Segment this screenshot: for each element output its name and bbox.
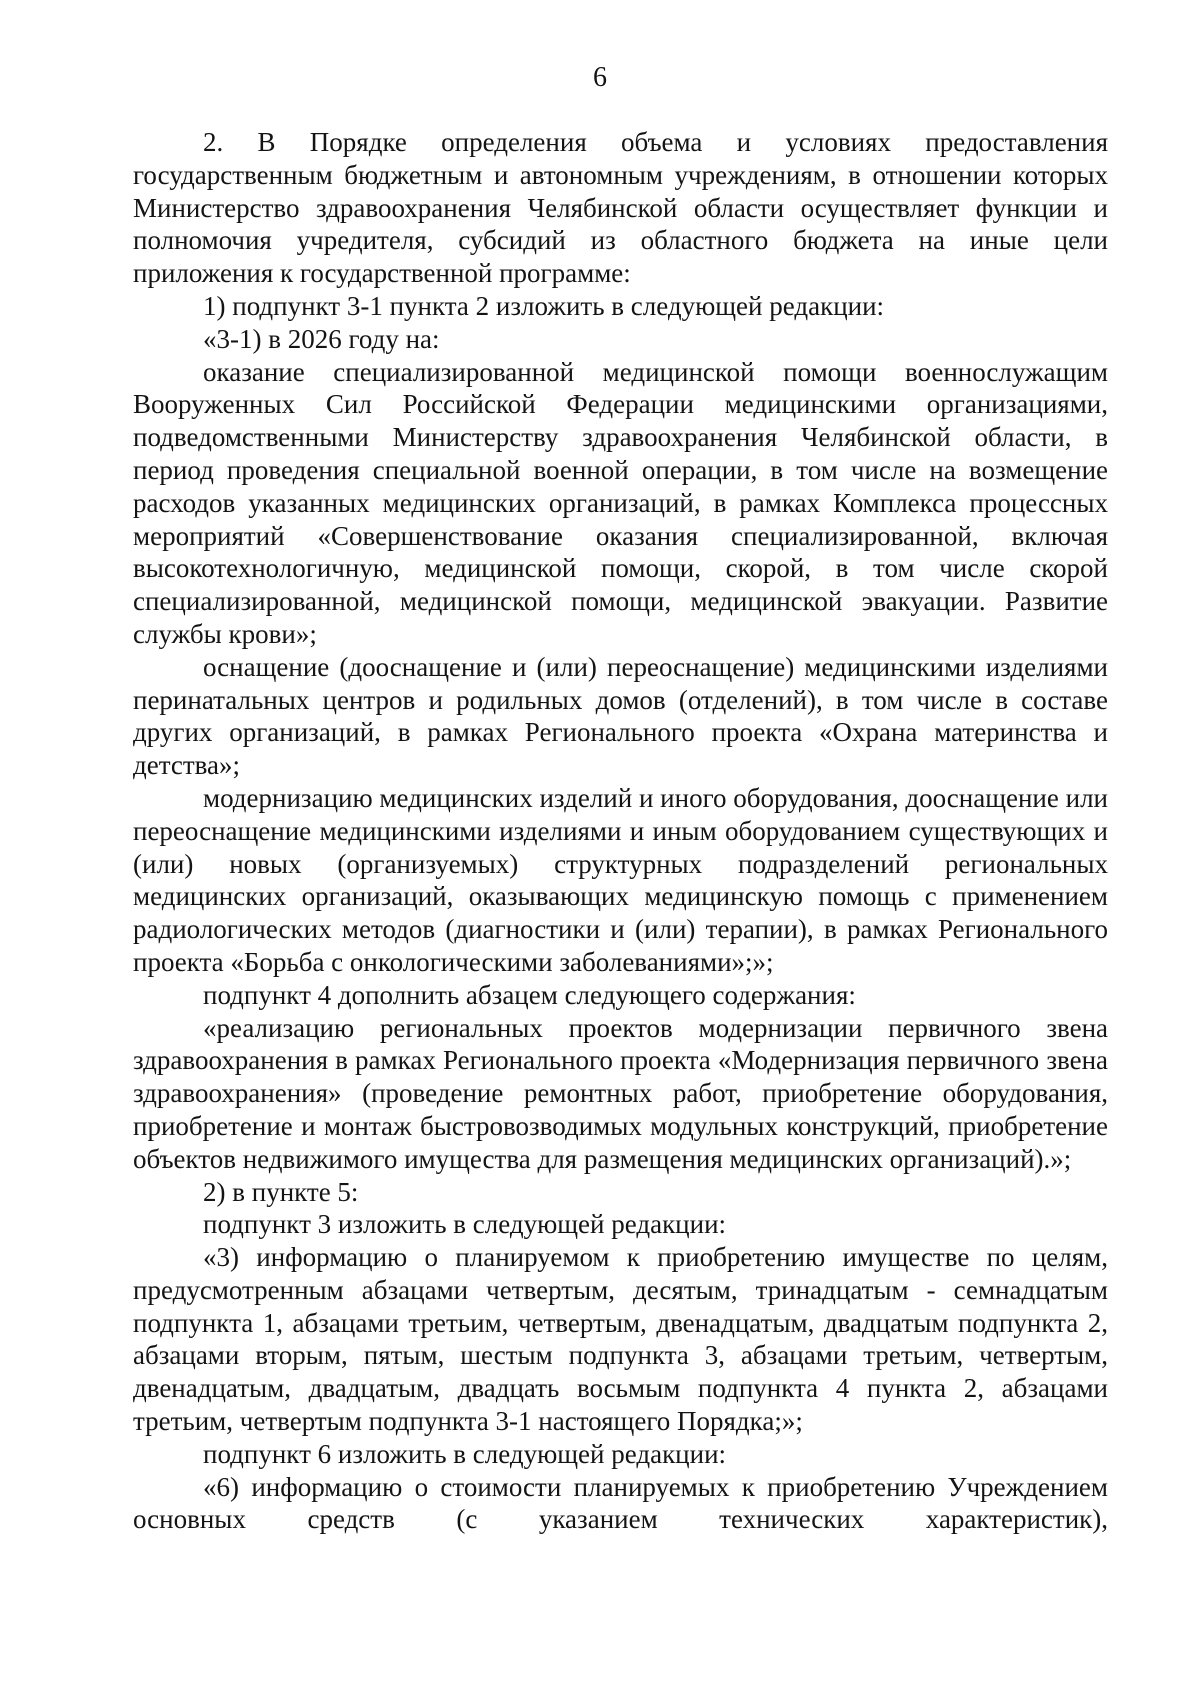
paragraph-subitem-1: 1) подпункт 3-1 пункта 2 изложить в следующей редакции: <box>203 290 885 321</box>
paragraph-perinatal-equipment: оснащение (дооснащение и (или) переоснащение) медицинскими изделиями перинатальных центров и родильных домов (отделений), в том числе в составе других организаций, в рамках Регионального проекта «Охрана материнства и детства»; <box>133 651 1108 781</box>
paragraph-property-info: «3) информацию о планируемом к приобретению имуществе по целям, предусмотренным абзацами четвертым, десятым, тринадцатым - семнадцатым подпункта 1, абзацами третьим, четвертым, двенадцатым, двадцатым подпункта 2, абзацами вторым, пятым, шестым подпункта 3, абзацами третьим, четвертым, двенадцатым, двадцатым, двадцать восьмым подпункта 4 пункта 2, абзацами третьим, четвертым подпункта 3-1 настоящего Порядка;»; <box>133 1242 1108 1437</box>
paragraph-modernization: модернизацию медицинских изделий и иного оборудования, дооснащение или переоснащение медицинскими изделиями и иным оборудованием существующих и (или) новых (организуемых) структурных подразделений региональных медицинских организаций, оказывающих медицинскую помощь с применением радиологических методов (диагностики и (или) терапии), в рамках Регионального проекта «Борьба с онкологическими заболеваниями»;»; <box>133 782 1108 977</box>
paragraph-subitem-3-edit: подпункт 3 изложить в следующей редакции: <box>203 1209 727 1240</box>
document-body <box>133 126 1108 1536</box>
paragraph-item-5: 2) в пункте 5: <box>203 1176 359 1207</box>
paragraph-quote-start: «3-1) в 2026 году на: <box>203 323 440 354</box>
paragraph-subitem-6-edit: подпункт 6 изложить в следующей редакции: <box>203 1438 727 1469</box>
paragraph-primary-care: «реализацию региональных проектов модернизации первичного звена здравоохранения в рамках Регионального проекта «Модернизация первичного звена здравоохранения» (проведение ремонтных работ, приобретение оборудования, приобретение и монтаж быстровозводимых модульных конструкций, приобретение объектов недвижимого имущества для размещения медицинских организаций).»; <box>133 1012 1108 1174</box>
paragraph-item-2: 2. В Порядке определения объема и условиях предоставления государственным бюджетным и автономным учреждениям, в отношении которых Министерство здравоохранения Челябинской области осуществляет функции и полномочия учредителя, субсидий из областного бюджета на иные цели приложения к государственной программе: <box>133 127 1108 289</box>
paragraph-specialized-care: оказание специализированной медицинской помощи военнослужащим Вооруженных Сил Российской Федерации медицинскими организациями, подведомственными Министерству здравоохранения Челябинской области, в период проведения специальной военной операции, в том числе на возмещение расходов указанных медицинских организаций, в рамках Комплекса процессных мероприятий «Совершенствование оказания специализированной, включая высокотехнологичную, медицинской помощи, скорой, в том числе скорой специализированной, медицинской помощи, медицинской эвакуации. Развитие службы крови»; <box>133 356 1108 649</box>
page-number: 6 <box>593 62 607 93</box>
paragraph-subitem-4-addition: подпункт 4 дополнить абзацем следующего содержания: <box>203 979 856 1010</box>
paragraph-cost-info: «6) информацию о стоимости планируемых к приобретению Учреждением основных средств (с указанием технических характеристик), <box>133 1471 1108 1535</box>
